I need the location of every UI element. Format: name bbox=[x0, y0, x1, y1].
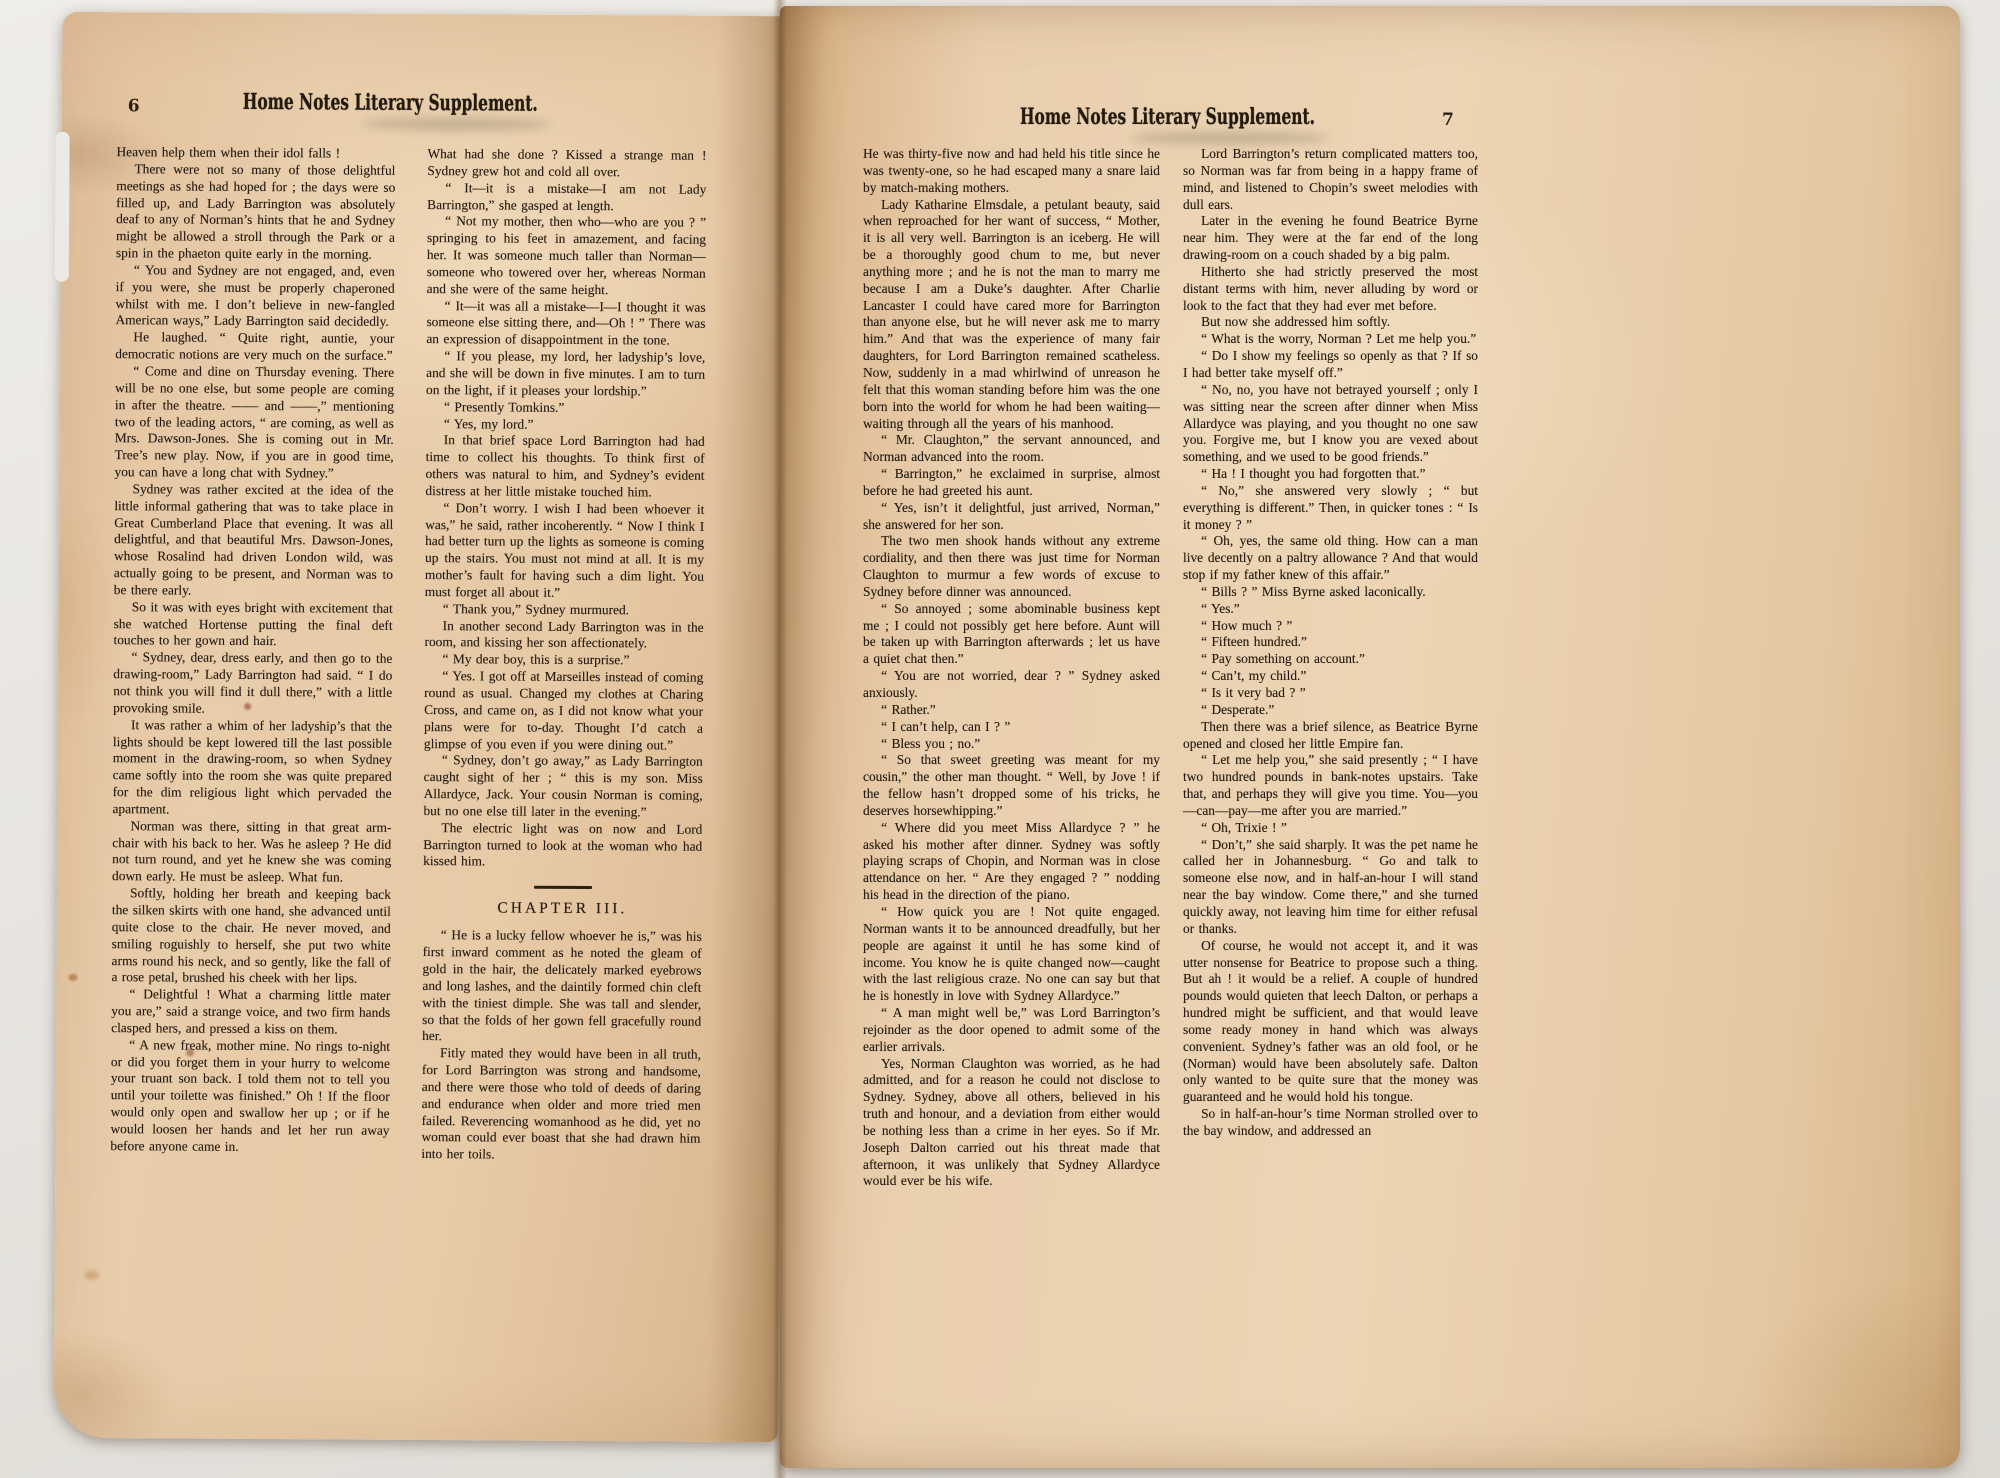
header-title-left: Home Notes Literary Supplement. bbox=[242, 88, 538, 117]
paragraph: “ Don’t worry. I wish I had been whoever it was,” he said, rather incoherently. “ Now I think I had better turn up the lights as someone is coming up the stairs. You must not mind at all. It is my mother’s fault for having such a dim light. You must forget all about it.” bbox=[424, 499, 705, 600]
right-page bbox=[780, 6, 1960, 1468]
paragraph: “ Let me help you,” she said presently ; “ I have two hundred pounds in bank-notes upstairs. Take that, and perhaps they will give you time. You—you—can—pay—me after you are married.” bbox=[1183, 752, 1478, 818]
paragraph: “ A new freak, mother mine. No rings to-night or did you forget them in your hurry to welcome your truant son back. I told them not to tell you until your toilette was finished.” Oh ! If the floor would only open and swallow her up ; or if he would loosen her hands and let her run away before anyone came in. bbox=[110, 1036, 391, 1154]
paragraph: He was thirty-five now and had held his title since he was twenty-one, so he had escaped many a snare laid by match-making mothers. bbox=[863, 146, 1160, 195]
paragraph: “ Fifteen hundred.” bbox=[1201, 634, 1307, 650]
paragraph: “ Ha ! I thought you had forgotten that.” bbox=[1201, 466, 1426, 482]
paragraph: It was rather a whim of her ladyship’s that the lights should be kept lowered till the last possible moment in the drawing-room, so when Sydney came softly into the room she was quite prepared for the dim religious light which pervaded the apartment. bbox=[112, 716, 393, 817]
paragraph: “ He is a lucky fellow whoever he is,” was his first inward comment as he noted the gleam of gold in the hair, the delicately marked eyebrows and long lashes, and the daintily formed chin cleft with the tiniest dimple. She was tall and slender, so that the folds of her gown fell gracefully round her. bbox=[422, 927, 702, 1044]
paragraph: Lord Barrington’s return complicated matters too, so Norman was far from being in a happy frame of mind, and listened to Chopin’s sweet melodies with dull ears. bbox=[1183, 146, 1478, 212]
paragraph: “ Do I show my feelings so openly as that ? If so I had better take myself off.” bbox=[1183, 348, 1478, 380]
paragraph: “ Bless you ; no.” bbox=[881, 735, 981, 751]
foxing-spot bbox=[85, 1270, 99, 1280]
paragraph: “ A man might well be,” was Lord Barrington’s rejoinder as the door opened to admit some of the earlier arrivals. bbox=[863, 1005, 1160, 1054]
paragraph: “ Oh, yes, the same old thing. How can a man live decently on a paltry allowance ? And that would stop if my father knew of this affair.” bbox=[1183, 533, 1478, 583]
chapter-heading: CHAPTER III. bbox=[497, 899, 628, 918]
paragraph: What had she done ? Kissed a strange man ! Sydney grew hot and cold all over. bbox=[427, 146, 707, 180]
paragraph: “ It—it was all a mistake—I—I thought it was someone else sitting there, and—Oh ! ” There was an expression of disappointment in the tone. bbox=[426, 297, 706, 348]
paragraph: “ Yes.” bbox=[1201, 600, 1240, 616]
paragraph: “ Sydney, dear, dress early, and then go to the drawing-room,” Lady Barrington had said. “ I do not think you will find it dull there,” with a little provoking smile. bbox=[113, 649, 393, 716]
paragraph: “ Yes, my lord.” bbox=[443, 415, 534, 432]
paragraph: Then there was a brief silence, as Beatrice Byrne opened and closed her little Empire fan. bbox=[1183, 718, 1478, 751]
paragraph: “ My dear boy, this is a surprise.” bbox=[442, 651, 630, 668]
paragraph: In that brief space Lord Barrington had had time to collect his thoughts. To think first of others was natural to him, and Sydney’s evident distress at her little mistake touched him. bbox=[425, 432, 705, 500]
paragraph: There were not so many of those delightful meetings as she had hoped for ; the days were so filled up, and Lady Barrington was absolutely deaf to any of Norman’s hints that he and Sydney might be allowed a stroll through the Park or a spin in the phaeton quite early in the morning. bbox=[115, 161, 396, 262]
paragraph: “ No,” she answered very slowly ; “ but everything is different.” Then, in quicker tones : “ Is it money ? ” bbox=[1183, 482, 1478, 532]
torn-edge-chip bbox=[55, 132, 70, 282]
left-page bbox=[54, 12, 787, 1442]
paragraph: Norman was there, sitting in that great arm-chair with his back to her. Was he asleep ? He did not turn round, and yet he knew she was coming down early. He must be asleep. What fun. bbox=[112, 817, 392, 885]
header-title-right: Home Notes Literary Supplement. bbox=[1020, 104, 1315, 130]
paragraph: “ So annoyed ; some abominable business kept me ; I could not possibly get here before. Aunt will be taken up with Barrington afterwards ; let us have a quiet chat then.” bbox=[863, 600, 1160, 667]
paragraph: “ You and Sydney are not engaged, and, even if you were, she must be properly chaperoned whilst with me. I don’t believe in new-fangled American ways,” Lady Barrington said decidedly. bbox=[115, 262, 395, 330]
column-3 bbox=[863, 146, 1160, 1190]
paragraph: Later in the evening he found Beatrice Byrne near him. They were at the far end of the long drawing-room on a couch shaded by a big palm. bbox=[1183, 213, 1478, 263]
paragraph: “ Can’t, my child.” bbox=[1201, 668, 1307, 684]
column-2 bbox=[421, 146, 706, 1165]
paragraph: “ Presently Tomkins.” bbox=[443, 398, 565, 415]
paragraph: Heaven help them when their idol falls ! bbox=[116, 144, 341, 161]
paragraph: “ Mr. Claughton,” the servant announced, and Norman advanced into the room. bbox=[863, 432, 1160, 465]
paragraph: “ Delightful ! What a charming little mater you are,” said a strange voice, and two firm hands clasped hers, and pressed a kiss on them. bbox=[111, 986, 391, 1037]
paragraph: “ Don’t,” she said sharply. It was the pet name he called her in Johannesburg. “ Go and talk to someone else now, and in half-an-hour I will stand near the bay window. Come there,” and she turned quickly away, not leaving him time for either refusal or thanks. bbox=[1183, 836, 1478, 936]
paragraph: But now she addressed him softly. bbox=[1201, 314, 1391, 330]
paragraph: “ Yes. I got off at Marseilles instead of coming round as usual. Changed my clothes at Charing Cross, and came on, as I did not know what your plans were for to-day. Thought I’d catch a glimpse of you even if you were dining out.” bbox=[423, 668, 704, 753]
paragraph: Fitly mated they would have been in all truth, for Lord Barrington was strong and handsome, and there were those who told of deeds of daring and endurance when older and more tried men failed. Reverencing womanhood as he did, yet no woman could ever boast that she had drawn him into her toils. bbox=[421, 1045, 702, 1162]
ink-smudge bbox=[1130, 132, 1330, 144]
left-page-columns bbox=[110, 144, 706, 1165]
paragraph: The electric light was on now and Lord Barrington turned to look at the woman who had kissed him. bbox=[423, 819, 703, 869]
paragraph: “ Bills ? ” Miss Byrne asked laconically. bbox=[1201, 583, 1426, 599]
foxing-spot bbox=[68, 974, 77, 981]
paragraph: Sydney was rather excited at the idea of the little informal gathering that was to take place in Great Cumberland Place that evening. It was all delightful, and that beautiful Mrs. Dawson-Jones, whose Rosalind had driven London wild, was actually going to be present, and Norman was to be there early. bbox=[113, 481, 394, 598]
paragraph: “ No, no, you have not betrayed yourself ; only I was sitting near the screen after dinner when Miss Allardyce was playing, and you thought no one saw you. Forgive me, but I know you are vexed about something, and we used to be good friends.” bbox=[1183, 381, 1478, 465]
paragraph: He laughed. “ Quite right, auntie, your democratic notions are very much on the surface.” bbox=[115, 329, 395, 363]
paragraph: Softly, holding her breath and keeping back the silken skirts with one hand, she advanced until quite close to the chair. He never moved, and smiling roguishly to herself, she put two white arms round his neck, and so gently, like the fall of a rose petal, brushed his cheek with her lips. bbox=[111, 885, 392, 986]
paragraph: “ Rather.” bbox=[881, 701, 936, 717]
paragraph: Hitherto she had strictly preserved the most distant terms with him, never alluding by word or look to the fact that they had ever met before. bbox=[1183, 263, 1478, 313]
paragraph: “ Oh, Trixie ! ” bbox=[1201, 819, 1287, 835]
paragraph: “ Come and dine on Thursday evening. There will be no one else, but some people are coming in after the theatre. —— and ——,” mentioning two of the leading actors, “ are coming, as well as Mrs. Dawson-Jones. She is coming out in Mr. Tree’s new play. Now, if you are in good time, you can have a long chat with Sydney.” bbox=[114, 363, 395, 481]
paragraph: “ So that sweet greeting was meant for my cousin,” the other man thought. “ Well, by Jove ! if the fellow hasn’t dropped some of his tricks, he deserves horsewhipping.” bbox=[863, 752, 1160, 818]
paragraph: “ Barrington,” he exclaimed in surprise, almost before he had greeted his aunt. bbox=[863, 466, 1160, 498]
paragraph: “ Thank you,” Sydney murmured. bbox=[442, 600, 630, 618]
paragraph: “ Where did you meet Miss Allardyce ? ” he asked his mother after dinner. Sydney was softly playing scraps of Chopin, and Norman was in close attendance on her. “ Are they engaged ? ” nodding his head in the direction of the piano. bbox=[863, 819, 1160, 903]
paragraph: “ What is the worry, Norman ? Let me help you.” bbox=[1201, 331, 1477, 347]
paragraph: “ Not my mother, then who—who are you ? ” springing to his feet in amazement, and facing her. It was someone much taller than Norman—someone who towered over her, whereas Norman and she were of the same height. bbox=[426, 213, 707, 297]
paragraph: “ Pay something on account.” bbox=[1201, 651, 1365, 667]
page-number-left: 6 bbox=[127, 96, 140, 117]
paragraph: “ I can’t help, can I ? ” bbox=[881, 718, 1011, 734]
paragraph: In another second Lady Barrington was in the room, and kissing her son affectionately. bbox=[424, 617, 704, 651]
column-4 bbox=[1183, 146, 1478, 1190]
paragraph: Of course, he would not accept it, and it was utter nonsense for Beatrice to propose such a thing. But ah ! it would be a relief. A couple of hundred pounds would quieten that leech Dalton, or perhaps a hundred might be sufficient, and that would leave some ready money in hand which was always convenient. Sydney’s father was an old fool, or he (Norman) would have been absolutely safe. Dalton only wanted to be quite sure that the money was guaranteed and he would hold his tongue. bbox=[1183, 937, 1478, 1105]
paragraph: “ If you please, my lord, her ladyship’s love, and she will be down in five minutes. I am to turn on the light, if it pleases your lordship.” bbox=[426, 348, 706, 399]
paragraph: “ Yes, isn’t it delightful, just arrived, Norman,” she answered for her son. bbox=[863, 499, 1160, 532]
paragraph: “ It—it is a mistake—I am not Lady Barrington,” she gasped at length. bbox=[427, 179, 707, 213]
paragraph: The two men shook hands without any extreme cordiality, and then there was just time for Norman Claughton to murmur a few words of excuse to Sydney before dinner was announced. bbox=[863, 533, 1160, 599]
paragraph: “ Is it very bad ? ” bbox=[1201, 685, 1306, 700]
paragraph: “ Desperate.” bbox=[1201, 701, 1275, 717]
ink-smudge bbox=[362, 118, 552, 131]
paragraph: Lady Katharine Elmsdale, a petulant beauty, said when reproached for her want of success, “ Mother, it is all very well. Barrington is an iceberg. He will be a thoroughly good chum to me, but never anything more ; and he is not the man to marry me because I am a Duke’s daughter. After Charlie Lancaster I could have cared more for Barrington than anyone else, but he will never ask me to marry him.” And that was the experience of many fair daughters, for Lord Barrington remained scatheless. Now, suddenly in a mad whirlwind of unreason he felt that this woman standing before him was the one born into the world for whom he had been waiting—waiting through all the years of his manhood. bbox=[863, 196, 1160, 431]
paragraph: “ You are not worried, dear ? ” Sydney asked anxiously. bbox=[863, 668, 1160, 700]
paragraph: So in half-an-hour’s time Norman strolled over to the bay window, and addressed an bbox=[1183, 1106, 1478, 1138]
section-divider bbox=[534, 886, 592, 889]
paragraph: Yes, Norman Claughton was worried, as he had admitted, and for a reason he could not disclose to Sydney. Sydney, above all others, believed in his truth and honour, and a deviation from either would be nothing less than a crime in her eyes. So if Mr. Joseph Dalton carried out his threat made that afternoon, it was unlikely that Sydney Allardyce would ever be his wife. bbox=[863, 1055, 1160, 1189]
page-number-right: 7 bbox=[1442, 110, 1454, 130]
paragraph: “ How quick you are ! Not quite engaged. Norman wants it to be announced dreadfully, but her people are against it until he has some kind of income. You know he is quite changed now—caught with the last religious craze. No one can say but that he is honestly in love with Sydney Allardyce.” bbox=[863, 903, 1160, 1004]
right-page-columns bbox=[863, 146, 1478, 1190]
column-1 bbox=[110, 144, 395, 1163]
paragraph: So it was with eyes bright with excitement that she watched Hortense putting the final deft touches to her gown and hair. bbox=[113, 599, 393, 649]
paragraph: “ How much ? ” bbox=[1201, 617, 1293, 633]
paragraph: “ Sydney, don’t go away,” as Lady Barrington caught sight of her ; “ this is my son. Miss Allardyce, Jack. Your cousin Norman is coming, but no one else till later in the evening.” bbox=[423, 752, 703, 820]
